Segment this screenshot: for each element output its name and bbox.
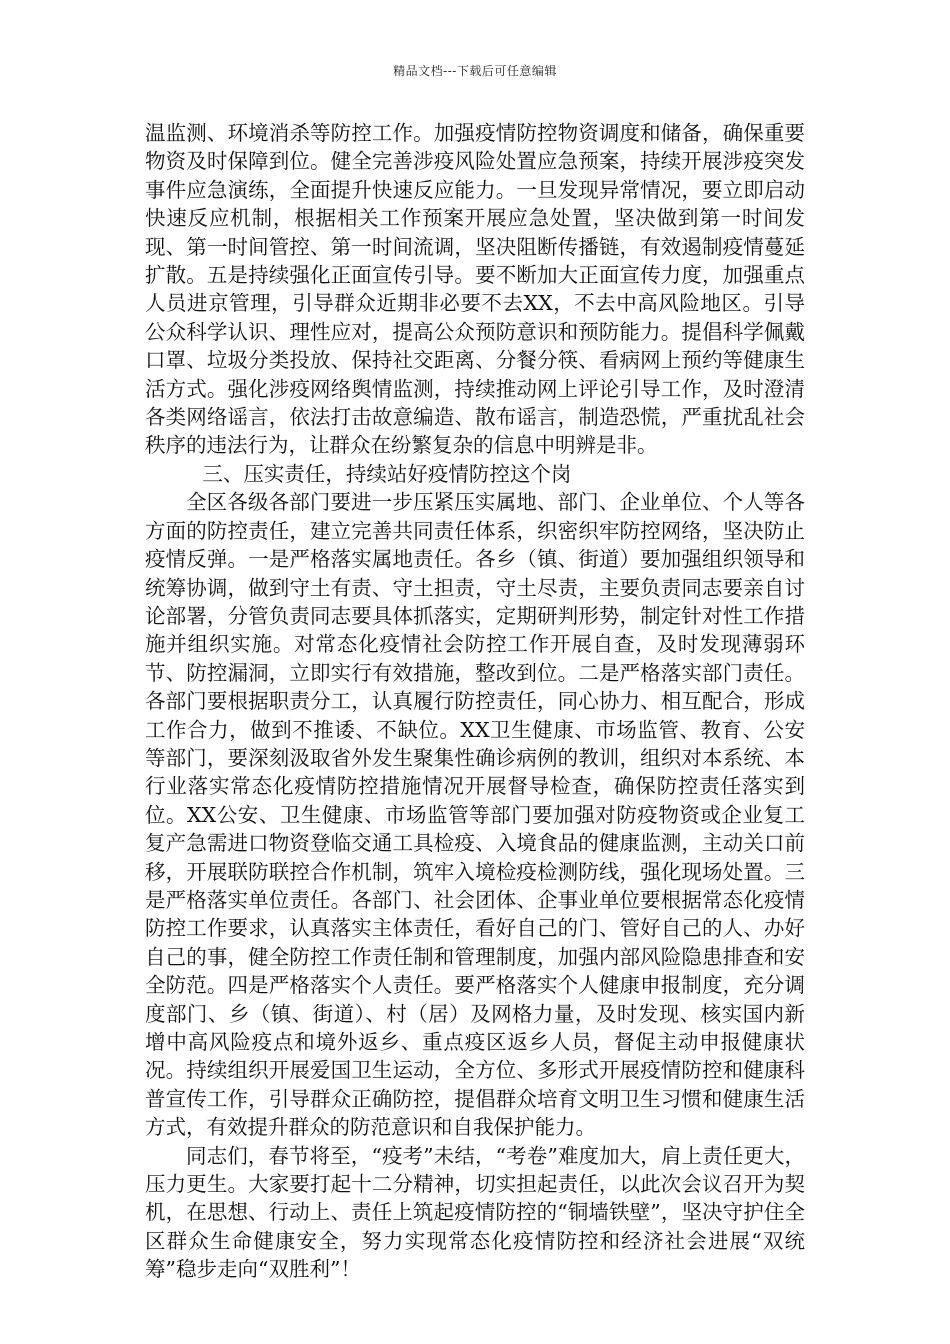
section-heading-3: 三、压实责任，持续站好疫情防控这个岗: [202, 461, 572, 486]
paragraph-closing: 同志们，春节将至，“疫考”未结，“考卷”难度加大，肩上责任更大，压力更生。大家要打起十二分精神，切实担起责任，以此次会议召开为契机，在思想、行动上、责任上筑起疫情防控的“铜墙铁壁”，坚决守护住全区群众生命健康安全，努力实现常态化疫情防控和经济社会进展“双统筹”稳步走向“双胜利”！: [145, 1143, 805, 1282]
paragraph-responsibility: 全区各级各部门要进一步压紧压实属地、部门、企业单位、个人等各方面的防控责任，建立完善共同责任体系，织密织牢防控网络，坚决防止疫情反弹。一是严格落实属地责任。各乡（镇、街道）要加强组织领导和统筹协调，做到守土有责、守土担责，守土尽责，主要负责同志要亲自讨论部署，分管负责同志要具体抓落实，定期研判形势，制定针对性工作措施并组织实施。对常态化疫情社会防控工作开展自查，及时发现薄弱环节、防控漏洞，立即实行有效措施，整改到位。二是严格落实部门责任。各部门要根据职责分工，认真履行防控责任，同心协力、相互配合，形成工作合力，做到不推诿、不缺位。XX卫生健康、市场监管、教育、公安等部门，要深刻汲取省外发生聚集性确诊病例的教训，组织对本系统、本行业落实常态化疫情防控措施情况开展督导检查，确保防控责任落实到位。XX公安、卫生健康、市场监管等部门要加强对防疫物资或企业复工复产急需进口物资登临交通工具检疫、入境食品的健康监测，主动关口前移，开展联防联控合作机制，筑牢入境检疫检测防线，强化现场处置。三是严格落实单位责任。各部门、社会团体、企事业单位要根据常态化疫情防控工作要求，认真落实主体责任，看好自己的门、管好自己的人、办好自己的事，健全防控工作责任制和管理制度，加强内部风险隐患排查和安全防范。四是严格落实个人责任。要严格落实个人健康申报制度，充分调度部门、乡（镇、街道）、村（居）及网格力量，及时发现、核实国内新增中高风险疫点和境外返乡、重点疫区返乡人员，督促主动申报健康状况。持续组织开展爱国卫生运动，全方位、多形式开展疫情防控和健康科普宣传工作，引导群众正确防控，提倡群众培育文明卫生习惯和健康生活方式，有效提升群众的防范意识和自我保护能力。: [145, 490, 805, 1140]
paragraph-continued: 温监测、环境消杀等防控工作。加强疫情防控物资调度和储备，确保重要物资及时保障到位。健全完善涉疫风险处置应急预案，持续开展涉疫突发事件应急演练，全面提升快速反应能力。一旦发现异常情况，要立即启动快速反应机制，根据相关工作预案开展应急处置，坚决做到第一时间发现、第一时间管控、第一时间流调，坚决阻断传播链，有效遏制疫情蔓延扩散。五是持续强化正面宣传引导。要不断加大正面宣传力度，加强重点人员进京管理，引导群众近期非必要不去XX，不去中高风险地区。引导公众科学认识、理性应对，提高公众预防意识和预防能力。提倡科学佩戴口罩、垃圾分类投放、保持社交距离、分餐分筷、看病网上预约等健康生活方式。强化涉疫网络舆情监测，持续推动网上评论引导工作，及时澄清各类网络谣言，依法打击故意编造、散布谣言，制造恐慌，严重扰乱社会秩序的违法行为，让群众在纷繁复杂的信息中明辨是非。: [145, 121, 805, 458]
page-header: 精品文档---下载后可任意编辑: [393, 64, 557, 78]
document-body: [145, 119, 805, 1284]
